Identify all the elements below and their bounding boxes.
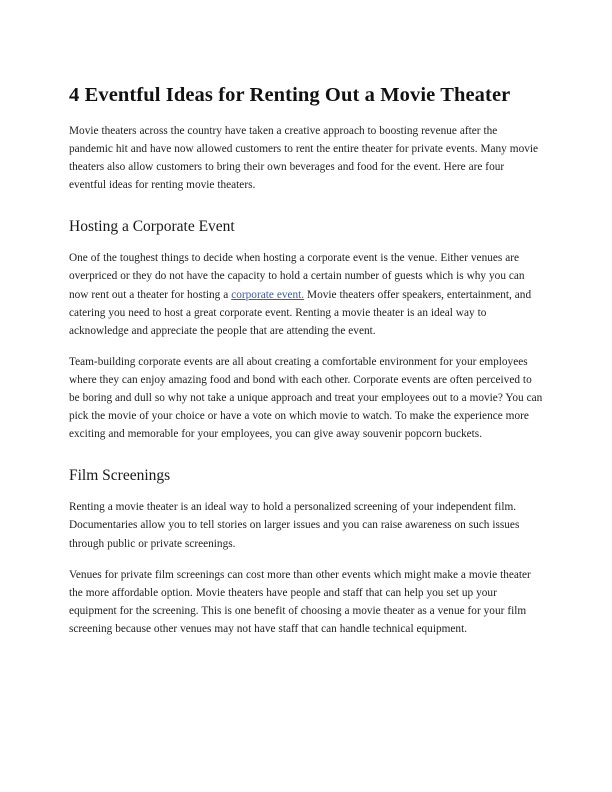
section-heading-hosting-a-corporate-event: Hosting a Corporate Event — [69, 218, 235, 236]
corporate-event-link[interactable]: corporate event. — [231, 288, 305, 301]
paragraph-text-before-link: One of the toughest things to decide when hosting a corporate event is the venue. Either venues are overpriced or they do not have the capacity to hold a certain number of guests which is why you can now rent out a theater for hosting a — [69, 252, 525, 301]
document-content — [69, 82, 543, 638]
paragraph-text-after-link: Movie theaters offer speakers, entertainment, and catering you need to host a great corporate event. Renting a movie theater is an ideal way to acknowledge and appreciate the people that are attending the event. — [69, 288, 532, 337]
intro-paragraph: Movie theaters across the country have taken a creative approach to boosting revenue after the pandemic hit and have now allowed customers to rent the entire theater for private events. Many movie theaters also allow customers to bring their own beverages and food for the event. Here are four eventful ideas for renting movie theaters. — [69, 125, 539, 192]
section-hosting-paragraph-1 — [69, 249, 543, 339]
section-film-paragraph-1: Renting a movie theater is an ideal way to hold a personalized screening of your independent film. Documentaries allow you to tell stories on larger issues and you can raise awareness on such issues through public or private screenings. — [69, 501, 520, 550]
section-heading-film-screenings: Film Screenings — [69, 467, 171, 485]
section-hosting-paragraph-2: Team-building corporate events are all about creating a comfortable environment for your employees where they can enjoy amazing food and bond with each other. Corporate events are often perceived to be boring and dull so why not take a unique approach and treat your employees out to a movie? You can pick the movie of your choice or have a vote on which movie to watch. To make the experience more exciting and memorable for your employees, you can give away souvenir popcorn buckets. — [69, 355, 543, 441]
page-title: 4 Eventful Ideas for Renting Out a Movie Theater — [69, 84, 511, 106]
section-film-paragraph-2: Venues for private film screenings can cost more than other events which might make a movie theater the more affordable option. Movie theaters have people and staff that can help you set up your equipment for the screening. This is one benefit of choosing a movie theater as a venue for your film screening because other venues may not have staff that can handle technical equipment. — [69, 568, 531, 635]
